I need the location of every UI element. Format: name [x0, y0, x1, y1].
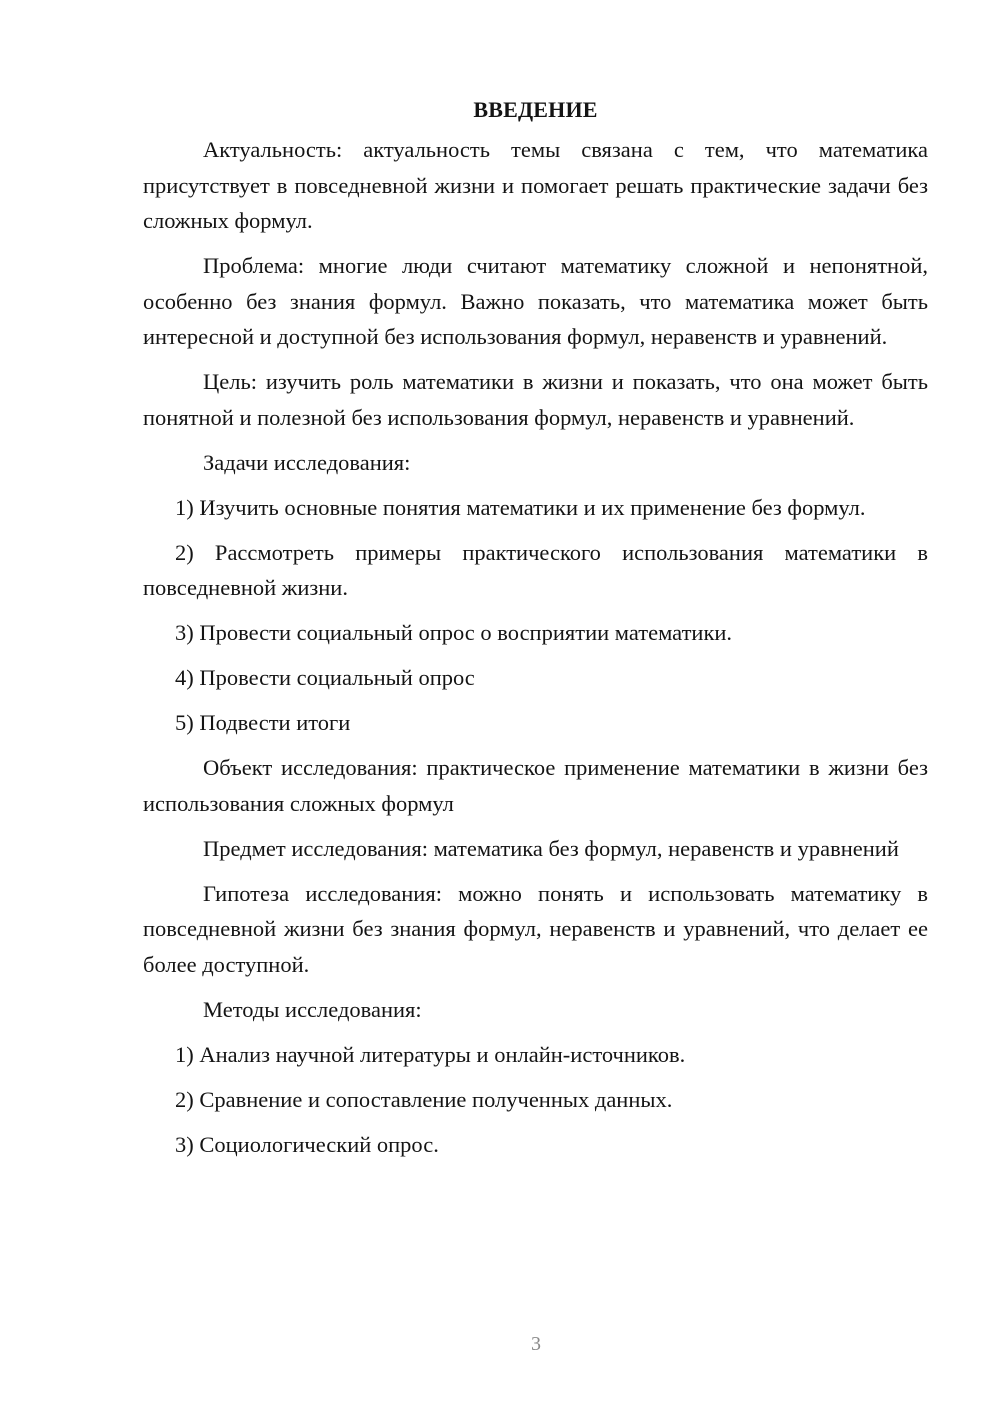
task-item-4: 4) Провести социальный опрос [175, 665, 475, 690]
subject-paragraph: Предмет исследования: математика без формул, неравенств и уравнений [203, 835, 899, 861]
method-item-1: 1) Анализ научной литературы и онлайн-источников. [175, 1041, 686, 1067]
method-item-2: 2) Сравнение и сопоставление полученных данных. [175, 1086, 673, 1112]
task-item-2: 2) Рассмотреть примеры практического использования математики в повседневной жизни. [143, 539, 928, 600]
page-number: 3 [531, 1333, 541, 1355]
goal-paragraph: Цель: изучить роль математики в жизни и показать, что она может быть понятной и полезной без использования формул, неравенств и уравнений. [143, 369, 928, 430]
method-item-3: 3) Социологический опрос. [175, 1131, 439, 1157]
page-title: ВВЕДЕНИЕ [473, 97, 598, 122]
object-paragraph: Объект исследования: практическое применение математики в жизни без использования сложных формул [143, 755, 928, 816]
tasks-heading: Задачи исследования: [203, 449, 411, 475]
document-page [143, 92, 928, 1172]
task-item-5: 5) Подвести итоги [175, 710, 351, 735]
task-item-3: 3) Провести социальный опрос о восприятии математики. [175, 620, 733, 645]
relevance-paragraph: Актуальность: актуальность темы связана с тем, что математика присутствует в повседневной жизни и помогает решать практические задачи без сложных формул. [143, 137, 928, 233]
methods-heading: Методы исследования: [203, 996, 422, 1022]
problem-paragraph: Проблема: многие люди считают математику сложной и непонятной, особенно без знания формул. Важно показать, что математика может быть интересной и доступной без использования формул, неравенств и уравнений. [143, 253, 928, 349]
hypothesis-paragraph: Гипотеза исследования: можно понять и использовать математику в повседневной жизни без знания формул, неравенств и уравнений, что делает ее более доступной. [143, 880, 928, 977]
task-item-1: 1) Изучить основные понятия математики и их применение без формул. [175, 494, 866, 520]
